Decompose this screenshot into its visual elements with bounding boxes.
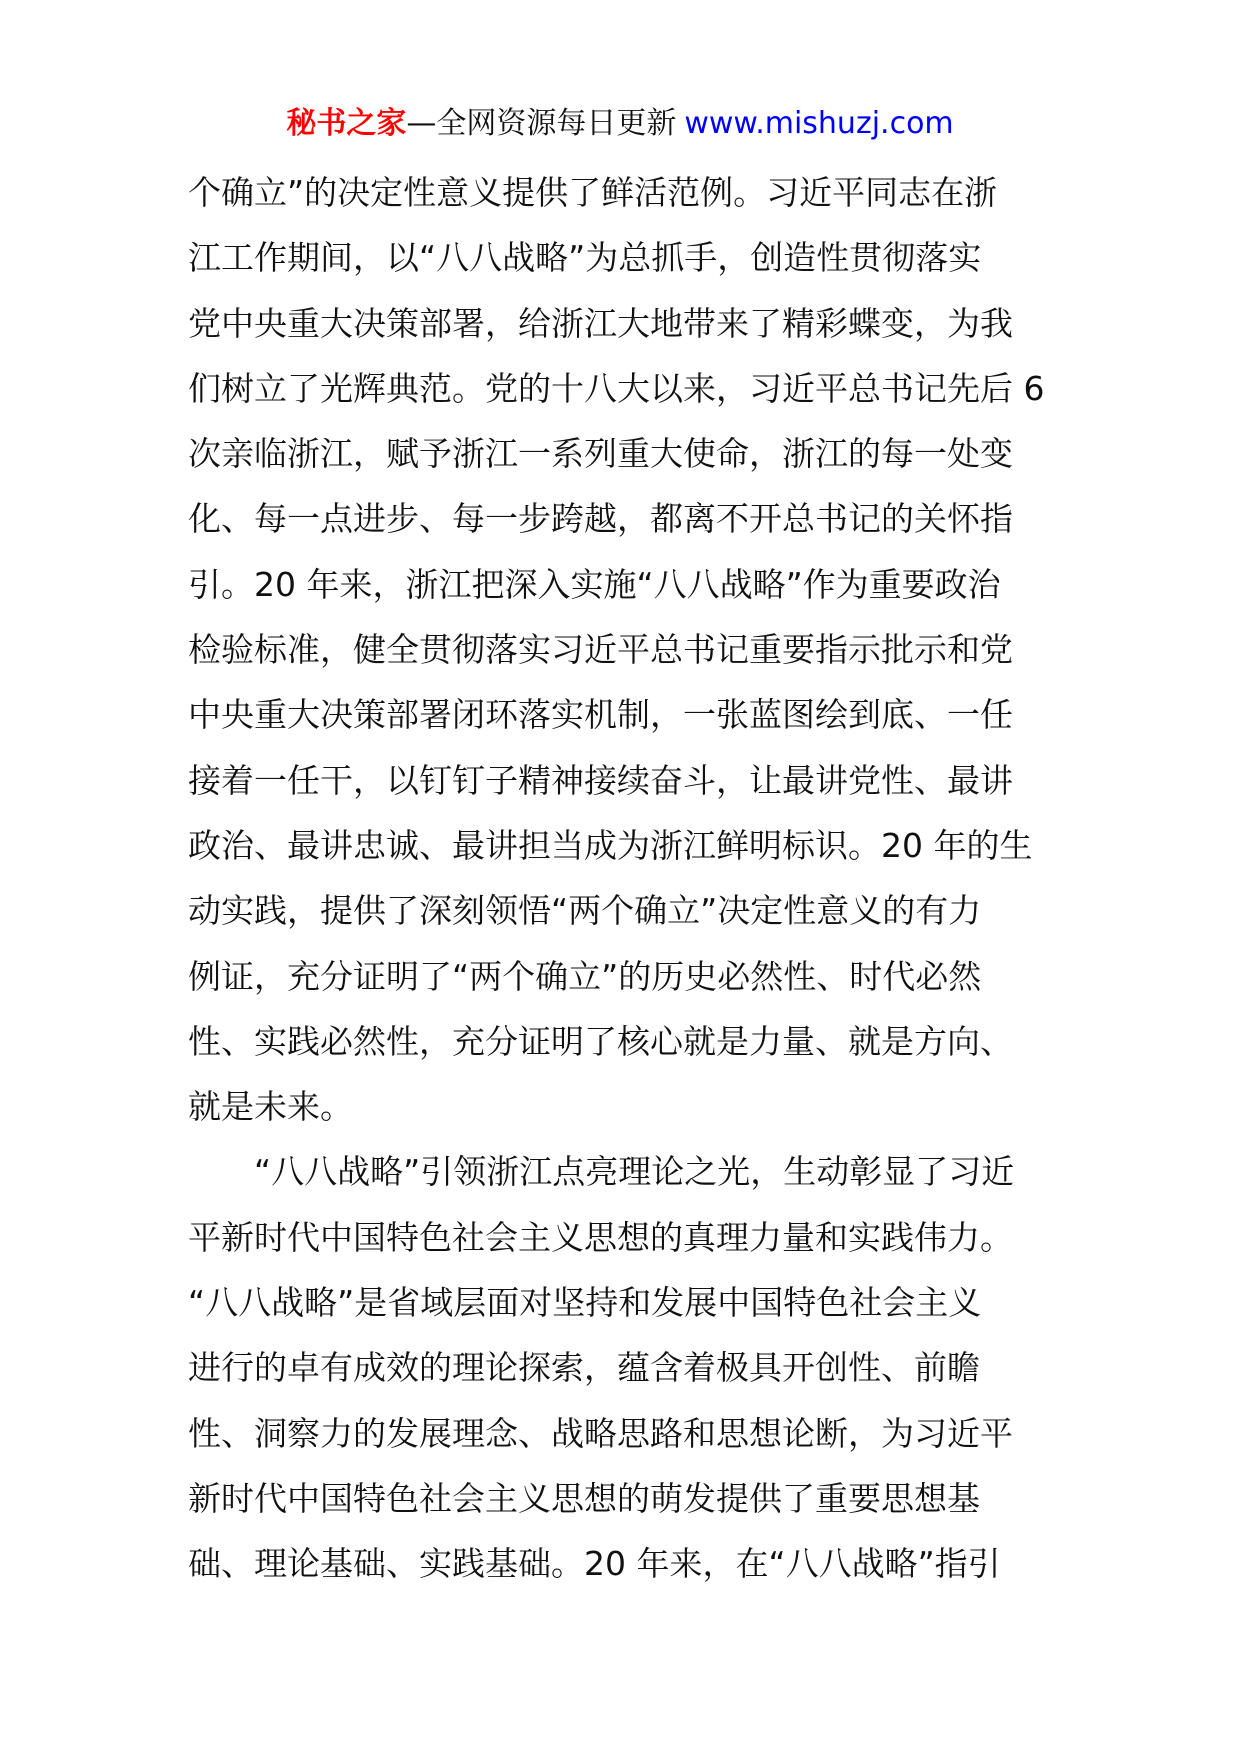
text-line: 党中央重大决策部署，给浙江大地带来了精彩蝶变，为我 bbox=[188, 303, 1013, 343]
text-line: 性、实践必然性，充分证明了核心就是力量、就是方向、 bbox=[188, 1021, 1013, 1061]
text-line: 们树立了光辉典范。党的十八大以来，习近平总书记先后 6 bbox=[188, 368, 1045, 408]
header-url-link[interactable]: www.mishuzj.com bbox=[684, 106, 954, 141]
text-line: 检验标准，健全贯彻落实习近平总书记重要指示批示和党 bbox=[188, 630, 1013, 670]
text-line: 中央重大决策部署闭环落实机制，一张蓝图绘到底、一任 bbox=[188, 695, 1013, 735]
text-line: 新时代中国特色社会主义思想的萌发提供了重要思想基 bbox=[188, 1478, 980, 1518]
text-line: 例证，充分证明了“两个确立”的历史必然性、时代必然 bbox=[188, 956, 982, 996]
text-line: 动实践，提供了深刻领悟“两个确立”决定性意义的有力 bbox=[188, 891, 982, 931]
text-line: 个确立”的决定性意义提供了鲜活范例。习近平同志在浙 bbox=[188, 173, 998, 212]
header-tagline: —全网资源每日更新 bbox=[406, 106, 677, 141]
text-line: 接着一任干，以钉钉子精神接续奋斗，让最讲党性、最讲 bbox=[188, 760, 1013, 800]
page-header bbox=[0, 100, 1240, 148]
text-line: 础、理论基础、实践基础。20 年来，在“八八战略”指引 bbox=[188, 1544, 1001, 1584]
text-line: “八八战略”是省域层面对坚持和发展中国特色社会主义 bbox=[188, 1283, 982, 1323]
text-line: 次亲临浙江，赋予浙江一系列重大使命，浙江的每一处变 bbox=[188, 434, 1013, 474]
text-line: 进行的卓有成效的理论探索，蕴含着极具开创性、前瞻 bbox=[188, 1348, 980, 1388]
text-line: 引。20 年来，浙江把深入实施“八八战略”作为重要政治 bbox=[188, 564, 1001, 604]
text-line: 化、每一点进步、每一步跨越，都离不开总书记的关怀指 bbox=[188, 499, 1013, 539]
text-line: 性、洞察力的发展理念、战略思路和思想论断，为习近平 bbox=[188, 1413, 1013, 1453]
brand-name: 秘书之家 bbox=[286, 106, 407, 141]
document-body bbox=[188, 160, 1054, 1597]
text-line: “八八战略”引领浙江点亮理论之光，生动彰显了习近 bbox=[254, 1152, 1015, 1192]
text-line: 平新时代中国特色社会主义思想的真理力量和实践伟力。 bbox=[188, 1217, 1013, 1257]
text-line: 就是未来。 bbox=[188, 1087, 353, 1127]
text-line: 政治、最讲忠诚、最讲担当成为浙江鲜明标识。20 年的生 bbox=[188, 825, 1033, 865]
text-line: 江工作期间，以“八八战略”为总抓手，创造性贯彻落实 bbox=[188, 238, 982, 278]
